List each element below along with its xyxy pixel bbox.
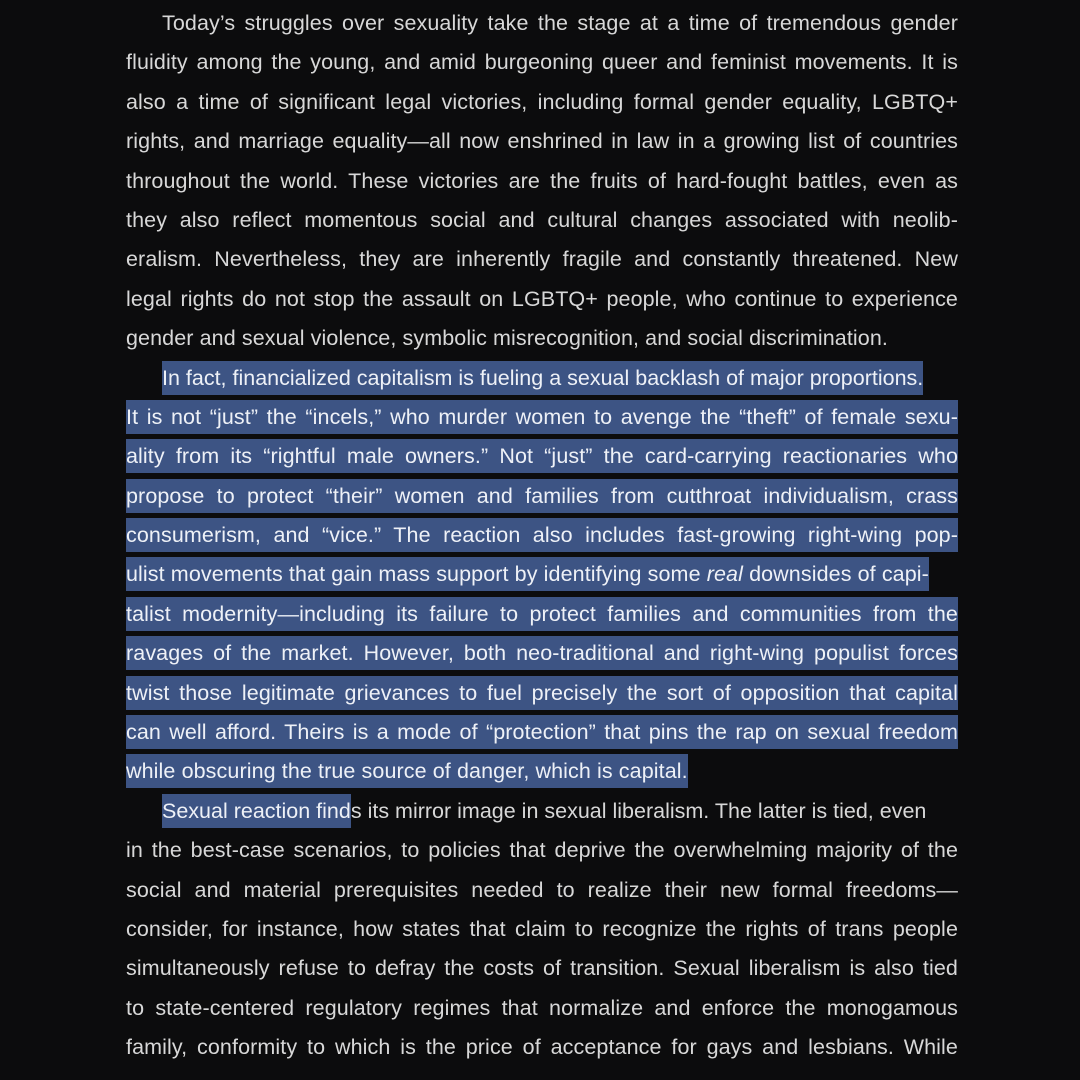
text-line[interactable] xyxy=(126,516,958,555)
text-line[interactable]: family, conformity to which is the price of acceptance for gays and lesbians. While xyxy=(126,1035,958,1060)
highlighted-text[interactable] xyxy=(126,562,929,586)
paragraph-2-highlighted xyxy=(126,359,958,792)
line-6-tail: downsides of capi- xyxy=(749,562,929,587)
text-line[interactable] xyxy=(126,437,958,476)
line-6-start: ulist movements that gain mass support by identifying some xyxy=(126,562,701,587)
text-line[interactable]: throughout the world. These victories are the fruits of hard-fought battles, even as xyxy=(126,168,958,193)
text-line[interactable]: social and material prerequisites needed to realize their new formal freedoms— xyxy=(126,877,958,902)
text-line[interactable]: simultaneously refuse to defray the costs of transition. Sexual liberalism is also tied xyxy=(126,956,958,981)
highlighted-text[interactable]: propose to protect “their” women and families from cutthroat individualism, crass xyxy=(126,483,958,508)
text-column xyxy=(126,4,958,1068)
text-line[interactable]: consider, for instance, how states that claim to recognize the rights of trans people xyxy=(126,916,958,941)
text-line[interactable]: gender and sexual violence, symbolic misrecognition, and social discrimination. xyxy=(126,326,888,351)
highlighted-text[interactable]: while obscuring the true source of danger, which is capital. xyxy=(126,759,688,784)
highlighted-text[interactable]: In fact, financialized capitalism is fueling a sexual backlash of major proportions. xyxy=(162,365,924,390)
text-line[interactable]: also a time of significant legal victories, including formal gender equality, LGBTQ+ xyxy=(126,89,958,114)
highlighted-text[interactable]: ravages of the market. However, both neo-traditional and right-wing populist forces xyxy=(126,641,958,666)
text-line[interactable]: legal rights do not stop the assault on LGBTQ+ people, who continue to experience xyxy=(126,286,958,311)
text-line[interactable]: Today’s struggles over sexuality take the stage at a time of tremendous gender xyxy=(162,11,958,35)
text-line[interactable] xyxy=(126,477,958,516)
highlighted-text[interactable]: talist modernity—including its failure to protect families and communities from the xyxy=(126,601,958,626)
text-line[interactable] xyxy=(126,595,958,634)
highlighted-text[interactable]: can well afford. Theirs is a mode of “protection” that pins the rap on sexual freedom xyxy=(126,720,958,745)
text-line[interactable] xyxy=(126,674,958,713)
highlighted-text[interactable]: twist those legitimate grievances to fuel precisely the sort of opposition that capital xyxy=(126,680,958,705)
text-line[interactable] xyxy=(126,634,958,673)
text-line[interactable]: rights, and marriage equality—all now enshrined in law in a growing list of countries xyxy=(126,129,958,154)
paragraph-3 xyxy=(126,792,958,1068)
text-line[interactable] xyxy=(126,398,958,437)
highlighted-text[interactable]: ality from its “rightful male owners.” Not “just” the card-carrying reactionaries who xyxy=(126,444,958,469)
italic-word: real xyxy=(706,562,743,587)
text-line[interactable] xyxy=(126,752,958,791)
text-line[interactable]: in the best-case scenarios, to policies that deprive the overwhelming majority of the xyxy=(126,838,958,863)
highlighted-text[interactable]: consumerism, and “vice.” The reaction also includes fast-growing right-wing pop- xyxy=(126,523,958,548)
text-segment[interactable]: s its mirror image in sexual liberalism. The latter is tied, even xyxy=(350,798,927,823)
text-line[interactable] xyxy=(126,792,958,831)
text-line[interactable] xyxy=(126,555,988,594)
text-line[interactable]: fluidity among the young, and amid burgeoning queer and feminist movements. It is xyxy=(126,50,958,75)
text-line[interactable]: eralism. Nevertheless, they are inherently fragile and constantly threatened. New xyxy=(126,247,958,272)
text-line[interactable]: to state-centered regulatory regimes that normalize and enforce the monogamous xyxy=(126,995,958,1020)
text-line[interactable] xyxy=(126,359,958,398)
highlighted-text[interactable]: It is not “just” the “incels,” who murder women to avenge the “theft” of female sexu- xyxy=(126,404,958,429)
highlighted-text[interactable]: Sexual reaction find xyxy=(162,798,351,823)
text-line[interactable]: they also reflect momentous social and cultural changes associated with neolib- xyxy=(126,207,958,232)
text-line[interactable] xyxy=(126,713,958,752)
paragraph-1 xyxy=(126,4,958,359)
